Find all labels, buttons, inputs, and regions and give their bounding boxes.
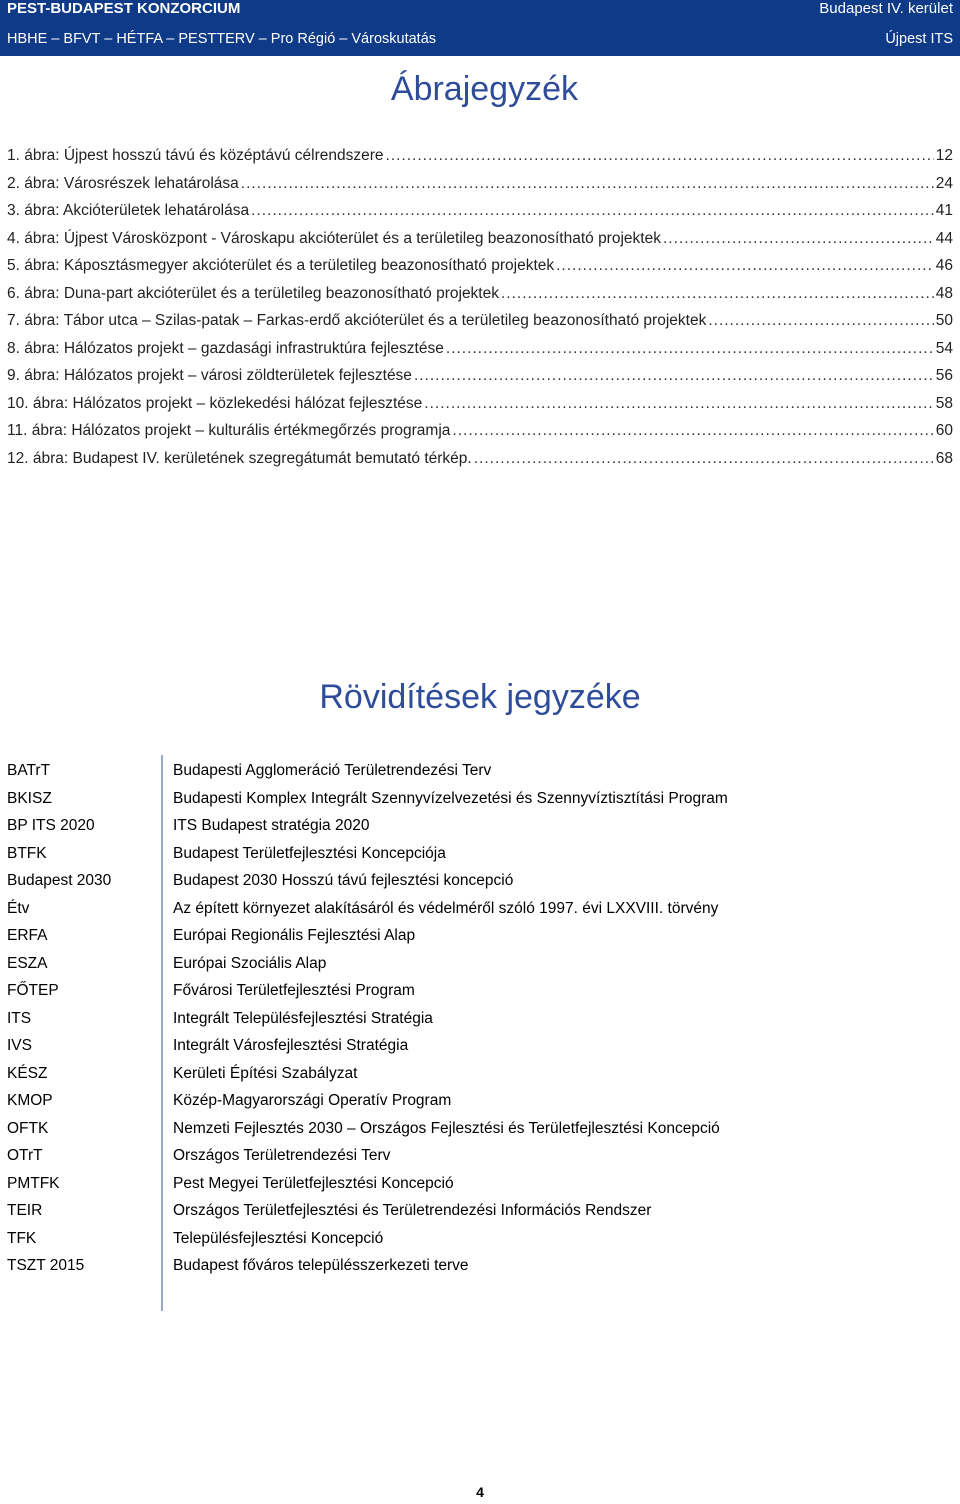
abbreviation-row [7,1008,953,1036]
abbreviation-definition: Budapest 2030 Hosszú távú fejlesztési koncepció [173,872,514,889]
abbreviation-term: IVS [7,1037,32,1054]
abbreviation-term: TFK [7,1229,37,1247]
figure-list-item[interactable] [7,285,953,313]
abbreviation-definition: Európai Regionális Fejlesztési Alap [173,927,416,944]
abbreviation-row [7,898,953,926]
abbreviation-term: ERFA [7,927,48,944]
abbreviation-term: BKISZ [7,789,52,807]
abbreviation-term: BATrT [7,762,51,779]
figure-list [7,147,953,477]
abbreviation-row [7,870,953,898]
dot-leader [501,285,934,303]
figure-list-item-page: 68 [935,449,953,467]
figure-list-item-page: 50 [935,312,953,329]
figure-list-item[interactable] [7,340,953,368]
dot-leader [663,230,934,248]
abbreviation-row [7,843,953,871]
abbreviation-term: PMTFK [7,1174,60,1192]
figure-list-item[interactable] [7,395,953,423]
figure-list-item-label: 4. ábra: Újpest Városközpont - Városkapu akcióterület és a területileg beazonosítható projektek [7,229,661,247]
abbreviation-definition: Az épített környezet alakításáról és védelméről szóló 1997. évi LXXVIII. törvény [173,899,719,917]
abbreviation-term: Étv [7,899,30,917]
document-name: Újpest ITS [885,31,953,47]
dot-leader [708,312,933,330]
abbreviation-term: TEIR [7,1202,43,1219]
abbreviations-title: Rövidítések jegyzéke [319,678,641,716]
abbreviation-definition: Országos Területrendezési Terv [173,1147,391,1164]
abbreviation-row [7,1035,953,1063]
abbreviation-definition: Közép-Magyarországi Operatív Program [173,1092,452,1109]
dot-leader [414,367,934,385]
dot-leader [241,175,934,193]
consortium-name: PEST-BUDAPEST KONZORCIUM [7,0,241,17]
abbreviation-row [7,953,953,981]
abbreviation-definition: Budapesti Agglomeráció Területrendezési Terv [173,762,492,779]
figure-list-item-page: 46 [935,257,953,274]
abbreviation-term: ESZA [7,954,48,972]
figure-list-title: Ábrajegyzék [390,70,578,108]
figure-list-item-page: 56 [935,367,953,384]
abbreviation-term: OFTK [7,1119,49,1137]
abbreviation-row [7,1200,953,1228]
figure-list-item-page: 60 [935,422,953,439]
figure-list-item-label: 11. ábra: Hálózatos projekt – kulturális értékmegőrzés programja [7,422,451,439]
abbreviation-definition: Fővárosi Területfejlesztési Program [173,982,415,999]
abbreviation-term: ITS [7,1009,32,1027]
figure-list-item[interactable] [7,230,953,258]
abbreviation-row [7,760,953,788]
figure-list-item-label: 12. ábra: Budapest IV. kerületének szegregátumát bemutató térkép. [7,449,472,467]
figure-list-item-label: 2. ábra: Városrészek lehatárolása [7,174,239,192]
abbreviation-term: KMOP [7,1092,53,1109]
abbreviation-row [7,1173,953,1201]
figure-list-item[interactable] [7,175,953,203]
dot-leader [386,147,934,165]
abbreviation-term: KÉSZ [7,1064,48,1082]
abbreviation-definition: Integrált Városfejlesztési Stratégia [173,1037,409,1054]
abbreviation-term: BP ITS 2020 [7,817,95,834]
dot-leader [474,450,934,468]
abbreviation-row [7,1063,953,1091]
figure-list-item[interactable] [7,450,953,478]
figure-list-item-label: 5. ábra: Káposztásmegyer akcióterület és a területileg beazonosítható projektek [7,257,555,274]
abbreviation-definition: Budapest Területfejlesztési Koncepciója [173,844,446,862]
figure-list-item-label: 8. ábra: Hálózatos projekt – gazdasági infrastruktúra fejlesztése [7,339,444,357]
abbreviation-term: FŐTEP [7,982,59,999]
figure-list-item-page: 44 [935,229,953,247]
figure-list-item-page: 41 [935,202,953,219]
figure-list-item-page: 24 [935,174,953,192]
figure-list-item-label: 9. ábra: Hálózatos projekt – városi zöldterületek fejlesztése [7,367,412,384]
figure-list-item[interactable] [7,312,953,340]
figure-list-item[interactable] [7,257,953,285]
figure-list-item-label: 1. ábra: Újpest hosszú távú és középtávú célrendszere [7,147,384,164]
abbreviation-term: BTFK [7,844,47,862]
abbreviation-row [7,1255,953,1283]
abbreviation-row [7,1228,953,1256]
abbreviation-term: OTrT [7,1147,43,1164]
abbreviation-definition: Pest Megyei Területfejlesztési Koncepció [173,1174,454,1192]
abbreviations-list [7,760,953,1283]
page-number: 4 [476,1484,484,1500]
dot-leader [446,340,934,358]
dot-leader [424,395,933,413]
figure-list-item-page: 58 [935,394,953,412]
abbreviation-row [7,1090,953,1118]
abbreviation-definition: Kerületi Építési Szabályzat [173,1064,358,1082]
abbreviation-row [7,925,953,953]
figure-list-item[interactable] [7,367,953,395]
abbreviation-row [7,1118,953,1146]
abbreviation-definition: Budapest főváros településszerkezeti terve [173,1257,469,1274]
abbreviation-term: TSZT 2015 [7,1257,85,1274]
abbreviation-row [7,980,953,1008]
abbreviation-row [7,788,953,816]
abbreviation-term: Budapest 2030 [7,872,112,889]
abbreviation-definition: Európai Szociális Alap [173,954,327,972]
abbreviation-row [7,1145,953,1173]
district-name: Budapest IV. kerület [819,0,953,17]
figure-list-item-label: 7. ábra: Tábor utca – Szilas-patak – Farkas-erdő akcióterület és a területileg beazonosítható projektek [7,312,707,329]
abbreviation-definition: Nemzeti Fejlesztés 2030 – Országos Fejlesztési és Területfejlesztési Koncepció [173,1119,720,1137]
figure-list-item-page: 12 [935,147,953,164]
abbreviation-definition: Országos Területfejlesztési és Területrendezési Információs Rendszer [173,1202,652,1219]
figure-list-item-label: 3. ábra: Akcióterületek lehatárolása [7,202,250,219]
abbreviation-definition: Településfejlesztési Koncepció [173,1229,384,1247]
figure-list-item-page: 48 [935,284,953,302]
dot-leader [556,257,934,275]
abbreviation-definition: Integrált Településfejlesztési Stratégia [173,1009,433,1027]
abbreviation-row [7,815,953,843]
dot-leader [251,202,934,220]
figure-list-item[interactable] [7,202,953,230]
abbreviation-definition: Budapesti Komplex Integrált Szennyvízelvezetési és Szennyvíztisztítási Program [173,789,728,807]
figure-list-item-page: 54 [935,339,953,357]
figure-list-item-label: 6. ábra: Duna-part akcióterület és a területileg beazonosítható projektek [7,284,499,302]
abbreviation-definition: ITS Budapest stratégia 2020 [173,817,370,834]
consortium-members: HBHE – BFVT – HÉTFA – PESTTERV – Pro Régió – Városkutatás [7,31,437,47]
dot-leader [452,422,933,440]
figure-list-item-label: 10. ábra: Hálózatos projekt – közlekedési hálózat fejlesztése [7,394,423,412]
page-header [0,0,960,56]
figure-list-item[interactable] [7,147,953,175]
figure-list-item[interactable] [7,422,953,450]
